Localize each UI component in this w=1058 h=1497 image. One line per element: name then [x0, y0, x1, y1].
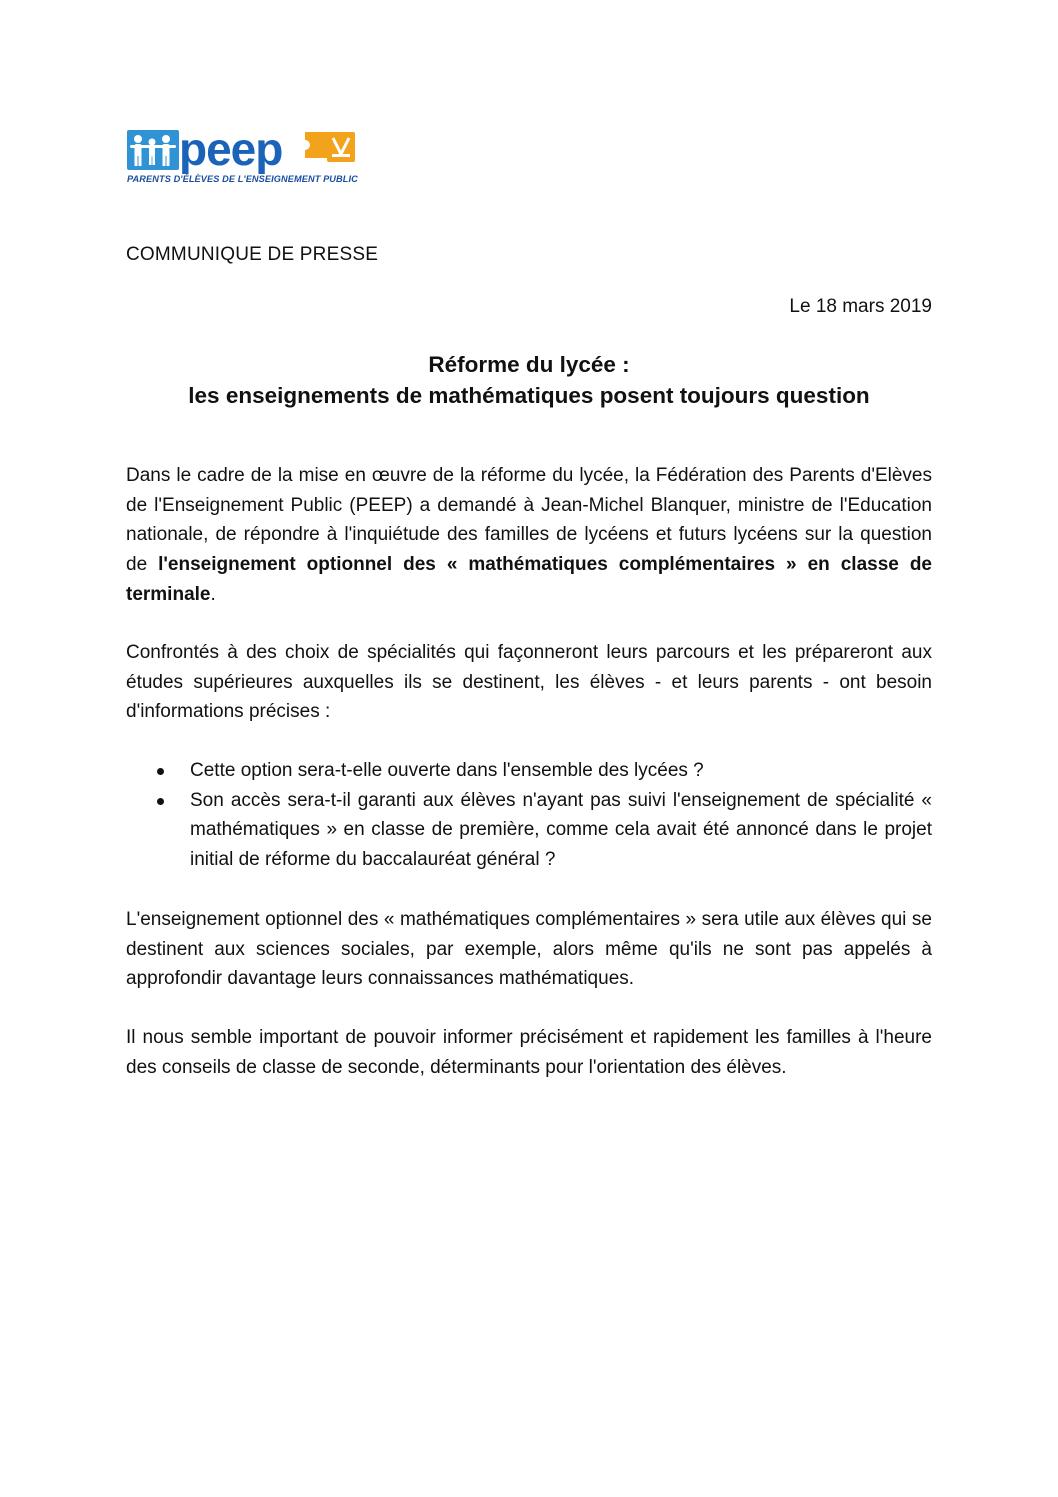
title-line-2: les enseignements de mathématiques posent toujours question [188, 383, 870, 408]
list-item [126, 786, 932, 875]
bullet-icon [157, 768, 164, 775]
paragraph-intro-text: Dans le cadre de la mise en œuvre de la réforme du lycée, la Fédération des Parents d'Elèves de l'Enseignement Public (PEEP) a demandé à Jean-Michel Blanquer, ministre de l'Education nationale, de répondre à l'inquiétude des familles de lycéens et futurs lycéens sur la question de [126, 465, 932, 576]
logo-tagline: PARENTS D'ÉLÈVES DE L'ENSEIGNEMENT PUBLIC [127, 174, 358, 184]
peep-logo [127, 128, 357, 186]
peep-logo-graphic [127, 128, 357, 174]
paragraph-conclusion: Il nous semble important de pouvoir informer précisément et rapidement les familles à l'heure des conseils de classe de seconde, déterminants pour l'orientation des élèves. [126, 1027, 932, 1078]
questions-list [126, 756, 932, 875]
peep-wordmark: peep [179, 128, 283, 174]
paragraph-choices: Confrontés à des choix de spécialités qui façonneront leurs parcours et les prépareront aux études supérieures auxquelles ils se destinent, les élèves - et leurs parents - ont besoin d'informations précises : [126, 642, 932, 723]
list-item-text: Cette option sera-t-elle ouverte dans l'ensemble des lycées ? [190, 760, 704, 781]
paragraph-usefulness: L'enseignement optionnel des « mathématiques complémentaires » sera utile aux élèves qui se destinent aux sciences sociales, par exemple, alors même qu'ils ne sont pas appelés à approfondir davantage leurs connaissances mathématiques. [126, 909, 932, 990]
document-type: COMMUNIQUE DE PRESSE [126, 244, 379, 265]
title-line-1: Réforme du lycée : [428, 352, 630, 377]
bullet-icon [157, 798, 164, 805]
list-item [126, 756, 932, 786]
paragraph-intro-end: . [210, 583, 216, 605]
paragraph-intro [126, 461, 932, 610]
paragraph-intro-emphasis: l'enseignement optionnel des « mathématiques complémentaires » en classe de terminale [126, 554, 932, 605]
list-item-text: Son accès sera-t-il garanti aux élèves n'ayant pas suivi l'enseignement de spécialité « mathématiques » en classe de première, comme cela avait été annoncé dans le projet initial de réforme du baccalauréat général ? [190, 789, 932, 871]
document-date: Le 18 mars 2019 [789, 296, 932, 317]
